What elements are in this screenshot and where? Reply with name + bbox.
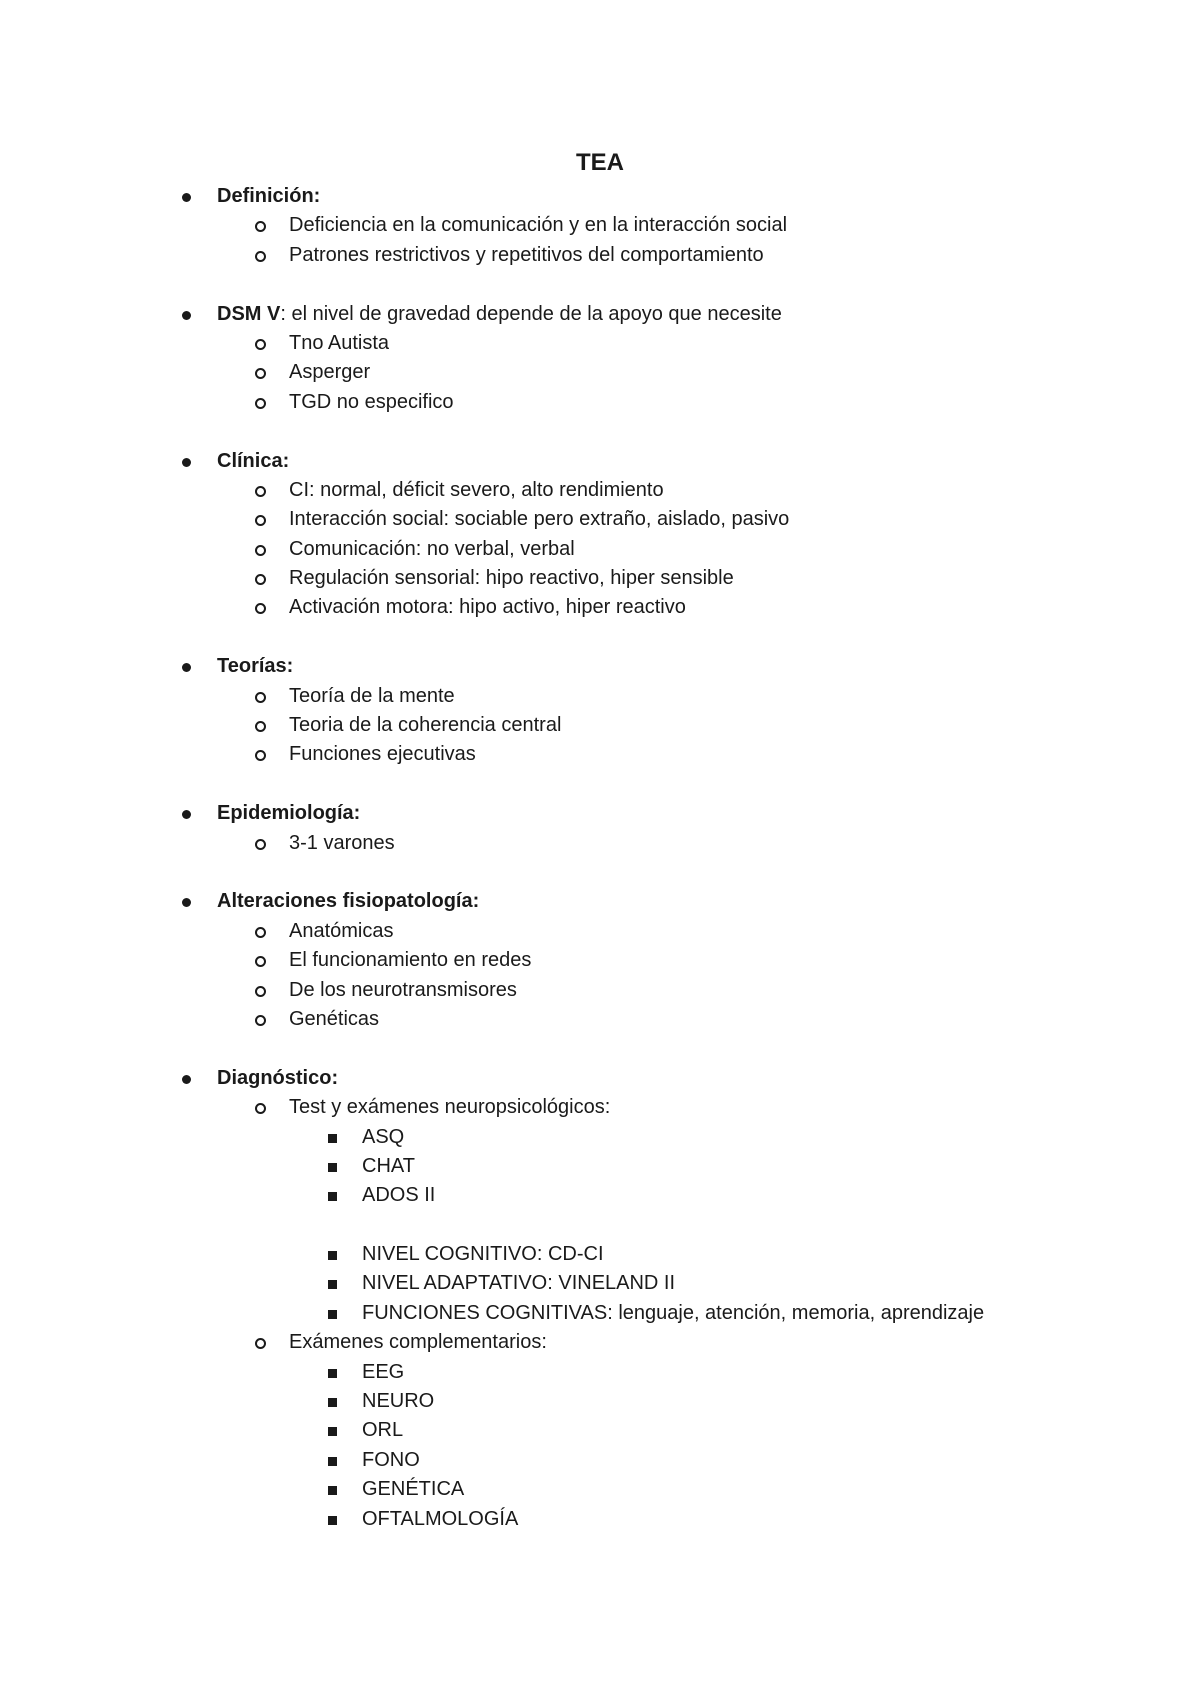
bullet-circle-icon (255, 927, 266, 938)
section-heading: Epidemiología: (217, 802, 361, 825)
bullet-circle-icon (255, 721, 266, 732)
bullet-circle-icon (255, 574, 266, 585)
bullet-disc-icon (182, 663, 191, 672)
section-heading: Definición: (217, 185, 321, 207)
bullet-circle-icon (255, 750, 266, 761)
section-heading: DSM V (217, 302, 281, 325)
list-item: Patrones restrictivos y repetitivos del comportamiento (0, 241, 1200, 270)
bullet-circle-icon (255, 221, 266, 232)
bullet-disc-icon (182, 810, 191, 819)
bullet-disc-icon (182, 898, 191, 907)
section-alteraciones (0, 887, 1200, 916)
list-item: Genéticas (0, 1005, 1200, 1034)
list-item: Exámenes complementarios: (0, 1328, 1200, 1357)
bullet-circle-icon (255, 251, 266, 262)
bullet-square-icon (328, 1398, 337, 1407)
bullet-circle-icon (255, 603, 266, 614)
bullet-square-icon (328, 1457, 337, 1466)
list-item: NEURO (0, 1387, 1200, 1416)
bullet-circle-icon (255, 515, 266, 526)
bullet-circle-icon (255, 1338, 266, 1349)
list-item: NIVEL COGNITIVO: CD-CI (0, 1240, 1200, 1269)
document-body (0, 182, 1200, 1534)
section-heading: Diagnóstico: (217, 1066, 339, 1089)
section-epidemiologia (0, 799, 1200, 828)
list-item: OFTALMOLOGÍA (0, 1505, 1200, 1534)
bullet-square-icon (328, 1280, 337, 1289)
list-item: Activación motora: hipo activo, hiper reactivo (0, 593, 1200, 622)
bullet-circle-icon (255, 486, 266, 497)
list-item: Teoría de la mente (0, 682, 1200, 711)
list-item: Regulación sensorial: hipo reactivo, hiper sensible (0, 564, 1200, 593)
bullet-circle-icon (255, 986, 266, 997)
list-item: Test y exámenes neuropsicológicos: (0, 1093, 1200, 1122)
section-definicion (0, 182, 1200, 211)
document-title: TEA (576, 149, 624, 176)
section-heading: Alteraciones fisiopatología: (217, 890, 480, 913)
list-item: EEG (0, 1358, 1200, 1387)
list-item: Funciones ejecutivas (0, 740, 1200, 769)
list-item: NIVEL ADAPTATIVO: VINELAND II (0, 1269, 1200, 1298)
list-item: GENÉTICA (0, 1475, 1200, 1504)
list-item: Anatómicas (0, 917, 1200, 946)
list-item: TGD no especifico (0, 388, 1200, 417)
section-heading: Clínica: (217, 449, 290, 472)
bullet-circle-icon (255, 398, 266, 409)
list-item: Teoria de la coherencia central (0, 711, 1200, 740)
bullet-circle-icon (255, 1015, 266, 1026)
bullet-disc-icon (182, 1075, 191, 1084)
list-item: Deficiencia en la comunicación y en la interacción social (0, 211, 1200, 240)
list-item: CI: normal, déficit severo, alto rendimiento (0, 476, 1200, 505)
bullet-square-icon (328, 1134, 337, 1143)
bullet-square-icon (328, 1427, 337, 1436)
list-item: 3-1 varones (0, 829, 1200, 858)
section-clinica (0, 447, 1200, 476)
bullet-square-icon (328, 1486, 337, 1495)
list-item: Asperger (0, 358, 1200, 387)
list-item: CHAT (0, 1152, 1200, 1181)
list-item: De los neurotransmisores (0, 976, 1200, 1005)
list-item: Interacción social: sociable pero extraño, aislado, pasivo (0, 505, 1200, 534)
bullet-circle-icon (255, 339, 266, 350)
bullet-circle-icon (255, 368, 266, 379)
bullet-disc-icon (182, 193, 191, 202)
section-heading: Teorías: (217, 655, 294, 678)
bullet-square-icon (328, 1310, 337, 1319)
list-item: ASQ (0, 1123, 1200, 1152)
bullet-circle-icon (255, 839, 266, 850)
list-item: ORL (0, 1416, 1200, 1445)
list-item: ADOS II (0, 1181, 1200, 1210)
bullet-circle-icon (255, 545, 266, 556)
list-item: Comunicación: no verbal, verbal (0, 535, 1200, 564)
section-diagnostico (0, 1064, 1200, 1093)
bullet-circle-icon (255, 956, 266, 967)
bullet-disc-icon (182, 311, 191, 320)
bullet-square-icon (328, 1251, 337, 1260)
section-text: : el nivel de gravedad depende de la apoyo que necesite (280, 302, 782, 325)
list-item: El funcionamiento en redes (0, 946, 1200, 975)
bullet-square-icon (328, 1163, 337, 1172)
bullet-square-icon (328, 1369, 337, 1378)
bullet-square-icon (328, 1516, 337, 1525)
bullet-circle-icon (255, 692, 266, 703)
section-dsm (0, 300, 1200, 329)
bullet-square-icon (328, 1192, 337, 1201)
list-item: FONO (0, 1446, 1200, 1475)
bullet-disc-icon (182, 458, 191, 467)
bullet-circle-icon (255, 1103, 266, 1114)
list-item: Tno Autista (0, 329, 1200, 358)
list-item: FUNCIONES COGNITIVAS: lenguaje, atención, memoria, aprendizaje (0, 1299, 1200, 1328)
section-teorias (0, 652, 1200, 681)
